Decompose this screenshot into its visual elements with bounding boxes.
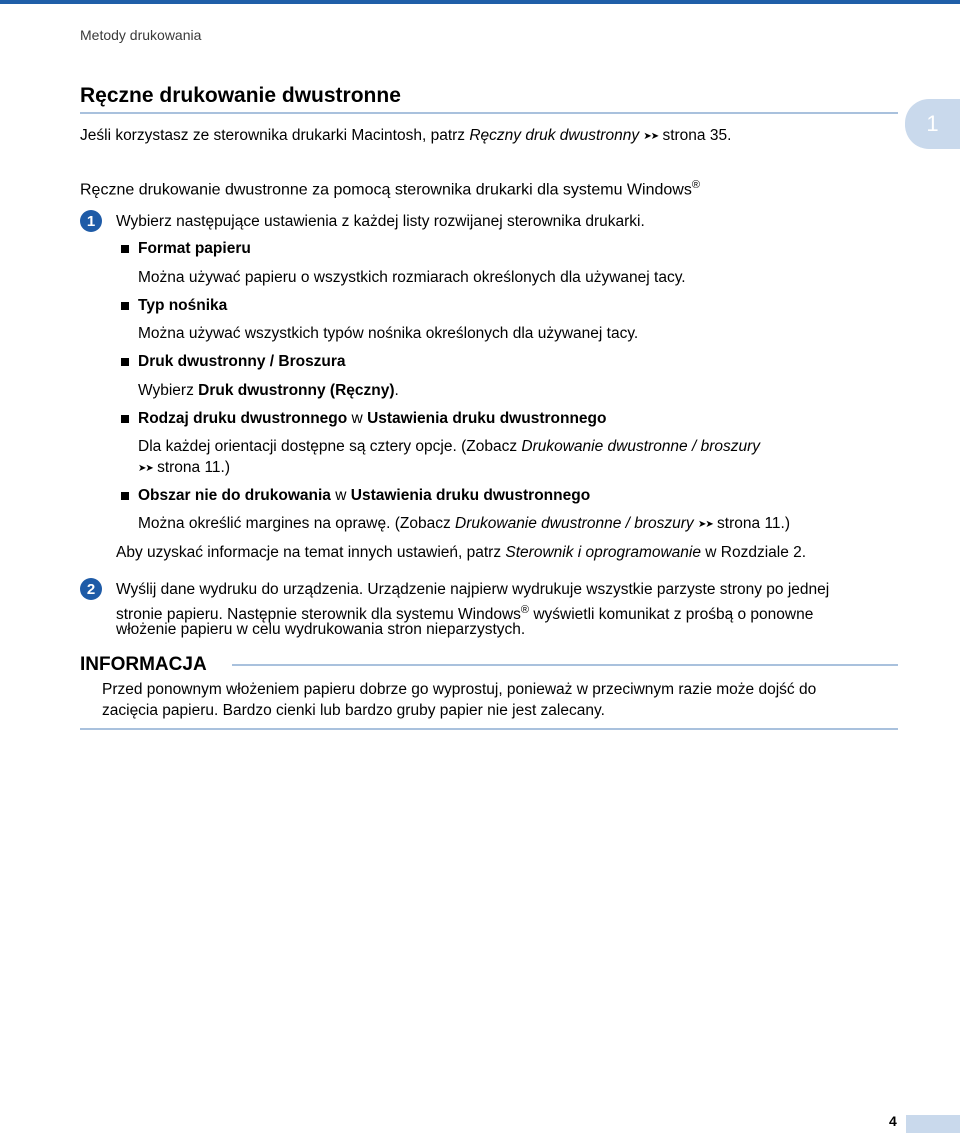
step-2-number: 2 xyxy=(80,578,102,600)
note-divider-bottom xyxy=(80,728,898,730)
setting-label: Obszar nie do drukowania w Ustawienia druku dwustronnego xyxy=(138,487,591,504)
note-title: INFORMACJA xyxy=(80,654,207,675)
page-title: Ręczne drukowanie dwustronne xyxy=(80,84,401,107)
title-divider xyxy=(80,112,898,114)
cross-reference-link[interactable]: Sterownik i oprogramowanie xyxy=(505,544,701,561)
page-arrows-icon: ➤➤ xyxy=(138,463,153,474)
cross-reference-link[interactable]: Drukowanie dwustronne / broszury xyxy=(521,438,761,455)
note-text-cont: zacięcia papieru. Bardzo cienki lub bardzo gruby papier nie jest zalecany. xyxy=(102,702,605,719)
step-1-text: Wybierz następujące ustawienia z każdej listy rozwijanej sterownika drukarki. xyxy=(116,213,645,230)
page-number-block xyxy=(906,1115,960,1133)
step-2-text-cont: stronie papieru. Następnie sterownik dla systemu Windows® wyświetli komunikat z prośbą o ponowne xyxy=(116,604,814,624)
setting-description-cont: ➤➤ strona 11.) xyxy=(138,459,231,476)
note-divider-top xyxy=(232,664,898,666)
chapter-tab: 1 xyxy=(905,99,960,149)
subheading: Ręczne drukowanie dwustronne za pomocą sterownika drukarki dla systemu Windows® xyxy=(80,179,700,199)
bullet-icon xyxy=(121,302,129,310)
setting-description: Można określić margines na oprawę. (Zobacz Drukowanie dwustronne / broszury ➤➤ strona 11.) xyxy=(138,515,791,532)
setting-description: Można używać wszystkich typów nośnika określonych dla używanej tacy. xyxy=(138,325,639,342)
setting-label: Druk dwustronny / Broszura xyxy=(138,353,346,370)
setting-label: Rodzaj druku dwustronnego w Ustawienia druku dwustronnego xyxy=(138,410,607,427)
setting-description: Można używać papieru o wszystkich rozmiarach określonych dla używanej tacy. xyxy=(138,269,686,286)
setting-description: Dla każdej orientacji dostępne są cztery opcje. (Zobacz Drukowanie dwustronne / broszury xyxy=(138,438,761,455)
bullet-icon xyxy=(121,415,129,423)
bullet-icon xyxy=(121,492,129,500)
bullet-icon xyxy=(121,245,129,253)
running-header: Metody drukowania xyxy=(80,27,202,43)
setting-description: Wybierz Druk dwustronny (Ręczny). xyxy=(138,382,399,399)
step-1-number: 1 xyxy=(80,210,102,232)
page-arrows-icon: ➤➤ xyxy=(697,519,713,530)
cross-reference-link[interactable]: Drukowanie dwustronne / broszury xyxy=(455,515,694,532)
step-2-text: Wyślij dane wydruku do urządzenia. Urządzenie najpierw wydrukuje wszystkie parzyste strony po jednej xyxy=(116,581,830,598)
setting-label: Typ nośnika xyxy=(138,297,228,314)
intro-paragraph: Jeśli korzystasz ze sterownika drukarki Macintosh, patrz Ręczny druk dwustronny ➤➤ strona 35. xyxy=(80,127,732,144)
page-number: 4 xyxy=(889,1113,897,1129)
note-text: Przed ponownym włożeniem papieru dobrze go wyprostuj, ponieważ w przeciwnym razie może dojść do xyxy=(102,681,817,698)
page-arrows-icon: ➤➤ xyxy=(643,131,659,142)
step-2-text-cont: włożenie papieru w celu wydrukowania stron nieparzystych. xyxy=(116,621,526,638)
setting-label: Format papieru xyxy=(138,240,251,257)
bullet-icon xyxy=(121,358,129,366)
intro-link[interactable]: Ręczny druk dwustronny xyxy=(469,127,640,144)
header-rule xyxy=(0,0,960,4)
more-info-paragraph: Aby uzyskać informacje na temat innych ustawień, patrz Sterownik i oprogramowanie w Rozdziale 2. xyxy=(116,544,807,561)
